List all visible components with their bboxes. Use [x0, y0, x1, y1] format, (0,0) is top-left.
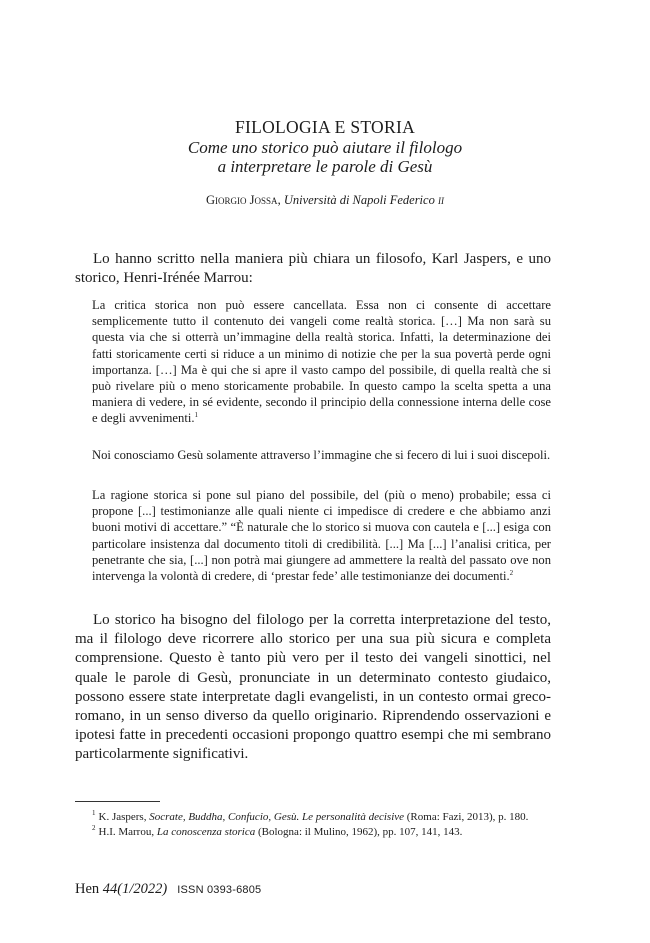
quote-1 [92, 297, 551, 427]
body-paragraph [75, 611, 551, 765]
body-paragraph-text: Lo storico ha bisogno del filologo per la corretta interpretazione del testo, ma il filologo deve ricorrere allo storico per una sua più sicura e completa comprensione. Questo è tanto più vero per il testo dei vangeli sinottici, nel quale le parole di Gesù, pronunciate in un determinato contesto giudaico, possono essere state interpretate dagli evangelisti, in un contesto ormai greco-romano, in un senso diverso da quello originario. Riprendendo osservazioni e ipotesi fatte in precedenti occasioni propongo quattro esempi che mi sembrano particolarmente significativi. [75, 612, 551, 763]
footnote-1-title: Socrate, Buddha, Confucio, Gesù. Le personalità decisive [149, 811, 405, 823]
footnote-2-author: H.I. Marrou, [98, 825, 157, 838]
author-separator: , [277, 193, 284, 207]
journal-volume: 44(1/2022) [102, 881, 168, 897]
footnote-ref-2[interactable]: 2 [509, 568, 514, 577]
quote-3-text: La ragione storica si pone sul piano del possibile, del (più o meno) probabile; essa ci propone [...] testimonianze alle quali niente ci impedisce di credere e che abbiamo anzi buoni motivi di accettare.” “È naturale che lo storico si muova con cautela e [...] esiga con particolare insistenza dal documento titoli di credibilità. [...] Ma [...] l’analisi critica, per penetrante che sia, [...] non potrà mai giungere ad ammettere la realtà del passato ove non intervenga la volontà di credere, di ‘prestar fede’ alle testimonianze dei documenti. [92, 488, 551, 584]
quote-1-text: La critica storica non può essere cancellata. Essa non ci consente di accettare semplicemente tutto il contenuto dei vangeli come realtà storica. […] Ma non sarà su questa via che si otterrà un’immagine della realtà storica. Infatti, la determinazione dei fatti storicamente certi si riduce a un minimo di notizie che per la sua povertà perde ogni importanza. […] Ma è qui che si apre il vasto campo del possibile, di quella realtà che si può rivelare più o meno storicamente probabile. In questo campo la scelta spetta a una maniera di vedere, in sé evidente, secondo il principio della connessione interna delle cose e degli avvenimenti. [92, 298, 551, 426]
quote-3 [92, 487, 551, 584]
subtitle-line-1: Come uno storico può aiutare il filologo [187, 138, 463, 157]
footnote-ref-1[interactable]: 1 [194, 411, 198, 420]
subtitle-line-2: a interpretare le parole di Gesù [217, 157, 433, 176]
journal-issn: ISSN 0393-6805 [177, 884, 262, 896]
quote-2-text: Noi conosciamo Gesù solamente attraverso l’immagine che si fecero di lui i suoi discepoli. [92, 448, 551, 462]
author-line [0, 192, 650, 208]
block-quote-jaspers [92, 297, 551, 427]
footnote-2-title: La conoscenza storica [156, 825, 256, 838]
journal-name: Hen [75, 881, 103, 897]
article-subtitle [0, 138, 650, 176]
block-quote-marrou-2 [92, 487, 551, 584]
article-title: FILOLOGIA E STORIA [234, 117, 416, 137]
footnote-1-rest: (Roma: Fazi, 2013), p. 180. [404, 811, 529, 823]
footnote-1-author: K. Jaspers, [98, 811, 150, 823]
page-footer [75, 880, 261, 899]
footnote-2-rest: (Bologna: il Mulino, 1962), pp. 107, 141, 143. [255, 825, 463, 838]
footnote-1-number: 1 [92, 809, 96, 818]
footnote-2-number: 2 [92, 823, 96, 832]
affiliation-roman: ii [437, 193, 444, 207]
author-affiliation [284, 193, 444, 207]
footnotes [75, 810, 551, 839]
affiliation-text: Università di Napoli Federico [283, 193, 438, 207]
intro-text: Lo hanno scritto nella maniera più chiara un filosofo, Karl Jaspers, e uno storico, Henri-Irénée Marrou: [75, 251, 551, 287]
footnote-2 [75, 825, 551, 840]
block-quote-marrou-1 [92, 447, 551, 463]
author-name: Giorgio Jossa [206, 193, 278, 207]
footnote-separator [75, 801, 160, 802]
intro-paragraph [75, 250, 551, 288]
footnote-1 [75, 810, 551, 825]
